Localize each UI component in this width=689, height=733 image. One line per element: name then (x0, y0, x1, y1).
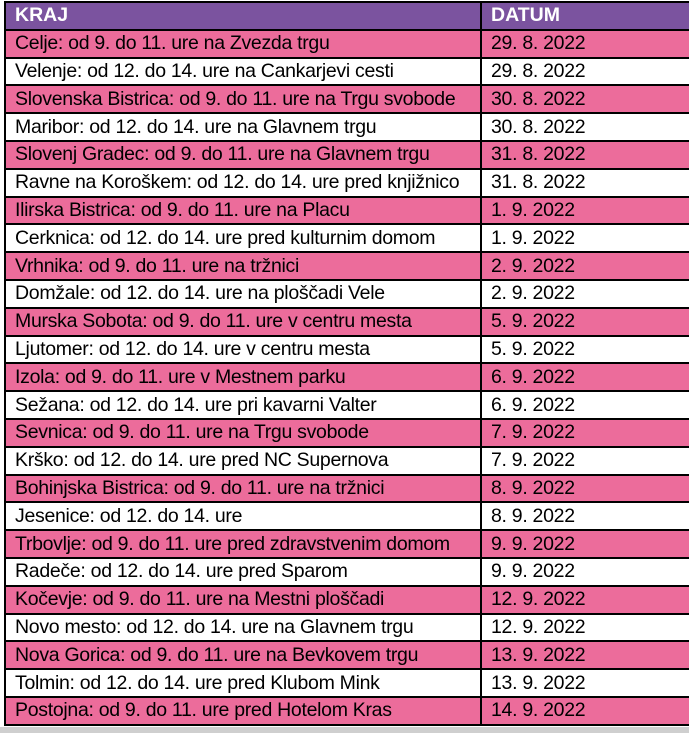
cell-datum: 13. 9. 2022 (481, 641, 689, 669)
table-row (5, 363, 689, 391)
cell-datum: 2. 9. 2022 (481, 280, 689, 308)
table-row (5, 169, 689, 197)
table-row (5, 669, 689, 697)
cell-kraj: Vrhnika: od 9. do 11. ure na tržnici (5, 252, 481, 280)
cell-datum: 12. 9. 2022 (481, 614, 689, 642)
table-row (5, 224, 689, 252)
schedule-table-container (4, 1, 689, 726)
cell-kraj: Nova Gorica: od 9. do 11. ure na Bevkovem trgu (5, 641, 481, 669)
cell-kraj: Slovenj Gradec: od 9. do 11. ure na Glavnem trgu (5, 141, 481, 169)
cell-datum: 14. 9. 2022 (481, 697, 689, 725)
cell-datum: 2. 9. 2022 (481, 252, 689, 280)
cell-datum: 5. 9. 2022 (481, 308, 689, 336)
cell-datum: 9. 9. 2022 (481, 530, 689, 558)
table-row (5, 419, 689, 447)
cell-kraj: Trbovlje: od 9. do 11. ure pred zdravstvenim domom (5, 530, 481, 558)
cell-datum: 8. 9. 2022 (481, 502, 689, 530)
cell-datum: 8. 9. 2022 (481, 475, 689, 503)
cell-datum: 31. 8. 2022 (481, 169, 689, 197)
table-row (5, 502, 689, 530)
table-row (5, 641, 689, 669)
cell-kraj: Radeče: od 12. do 14. ure pred Sparom (5, 558, 481, 586)
cell-kraj: Maribor: od 12. do 14. ure na Glavnem trgu (5, 113, 481, 141)
table-header-row (5, 2, 689, 30)
cell-kraj: Murska Sobota: od 9. do 11. ure v centru mesta (5, 308, 481, 336)
column-header-datum: DATUM (481, 2, 689, 30)
table-row (5, 30, 689, 58)
cell-datum: 5. 9. 2022 (481, 336, 689, 364)
table-row (5, 141, 689, 169)
cell-kraj: Slovenska Bistrica: od 9. do 11. ure na Trgu svobode (5, 85, 481, 113)
table-row (5, 85, 689, 113)
cell-kraj: Jesenice: od 12. do 14. ure (5, 502, 481, 530)
table-row (5, 336, 689, 364)
cell-kraj: Tolmin: od 12. do 14. ure pred Klubom Mink (5, 669, 481, 697)
table-row (5, 308, 689, 336)
cell-kraj: Domžale: od 12. do 14. ure na ploščadi Vele (5, 280, 481, 308)
cell-datum: 29. 8. 2022 (481, 58, 689, 86)
cell-kraj: Novo mesto: od 12. do 14. ure na Glavnem trgu (5, 614, 481, 642)
table-row (5, 475, 689, 503)
table-row (5, 614, 689, 642)
schedule-table (4, 1, 689, 726)
cell-kraj: Sevnica: od 9. do 11. ure na Trgu svobode (5, 419, 481, 447)
cell-datum: 6. 9. 2022 (481, 363, 689, 391)
cell-kraj: Ilirska Bistrica: od 9. do 11. ure na Placu (5, 197, 481, 225)
cell-kraj: Kočevje: od 9. do 11. ure na Mestni ploščadi (5, 586, 481, 614)
cell-kraj: Sežana: od 12. do 14. ure pri kavarni Valter (5, 391, 481, 419)
cell-kraj: Ravne na Koroškem: od 12. do 14. ure pred knjižnico (5, 169, 481, 197)
cell-datum: 29. 8. 2022 (481, 30, 689, 58)
table-row (5, 252, 689, 280)
column-header-kraj: KRAJ (5, 2, 481, 30)
cell-kraj: Izola: od 9. do 11. ure v Mestnem parku (5, 363, 481, 391)
cell-kraj: Postojna: od 9. do 11. ure pred Hotelom Kras (5, 697, 481, 725)
table-row (5, 697, 689, 725)
cell-kraj: Krško: od 12. do 14. ure pred NC Supernova (5, 447, 481, 475)
cell-datum: 13. 9. 2022 (481, 669, 689, 697)
table-row (5, 558, 689, 586)
table-row (5, 280, 689, 308)
table-row (5, 391, 689, 419)
cell-datum: 9. 9. 2022 (481, 558, 689, 586)
cell-datum: 7. 9. 2022 (481, 419, 689, 447)
table-row (5, 586, 689, 614)
cell-kraj: Velenje: od 12. do 14. ure na Cankarjevi cesti (5, 58, 481, 86)
cell-kraj: Celje: od 9. do 11. ure na Zvezda trgu (5, 30, 481, 58)
cell-datum: 1. 9. 2022 (481, 197, 689, 225)
cell-datum: 1. 9. 2022 (481, 224, 689, 252)
cell-kraj: Bohinjska Bistrica: od 9. do 11. ure na tržnici (5, 475, 481, 503)
cell-datum: 7. 9. 2022 (481, 447, 689, 475)
table-row (5, 530, 689, 558)
page-bottom-edge (0, 727, 689, 733)
cell-datum: 30. 8. 2022 (481, 113, 689, 141)
cell-datum: 12. 9. 2022 (481, 586, 689, 614)
cell-kraj: Cerknica: od 12. do 14. ure pred kulturnim domom (5, 224, 481, 252)
table-row (5, 58, 689, 86)
cell-kraj: Ljutomer: od 12. do 14. ure v centru mesta (5, 336, 481, 364)
table-row (5, 447, 689, 475)
table-row (5, 113, 689, 141)
cell-datum: 6. 9. 2022 (481, 391, 689, 419)
cell-datum: 31. 8. 2022 (481, 141, 689, 169)
table-row (5, 197, 689, 225)
cell-datum: 30. 8. 2022 (481, 85, 689, 113)
